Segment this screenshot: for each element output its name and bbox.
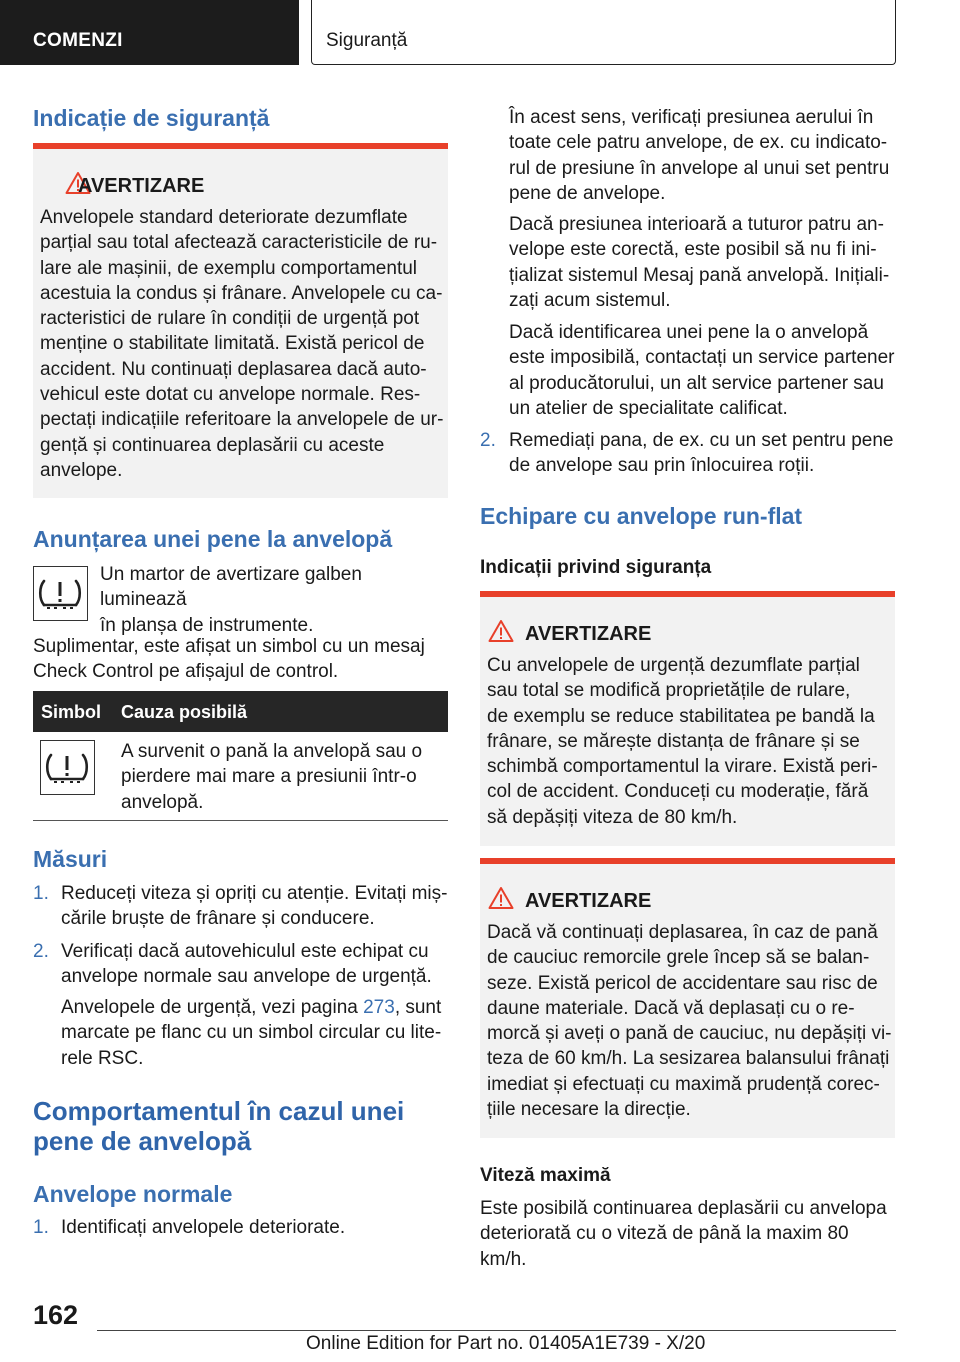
warning-title: AVERTIZARE xyxy=(525,623,652,645)
header-section-label: COMENZI xyxy=(33,30,123,51)
warning-text: Cu anvelopele de urgență dezumflate parțial sau total se modifică proprietățile de rulare, de exemplu se reduce stabilitatea pe bandă la frânare, se mărește distanța de frânare și se schimbă comportamentul la virare. Există peri- col de accident. Conduceți cu moderație, fără să depășiți viteza de 80 km/h. xyxy=(487,655,878,828)
warning-box-trailer xyxy=(480,858,895,1138)
header-section-tab[interactable] xyxy=(0,0,299,65)
footer-edition: Online Edition for Part no. 01405A1E739 - X/20 xyxy=(306,1333,706,1354)
heading-safety: Indicație de siguranță xyxy=(33,105,270,131)
page-number: 162 xyxy=(33,1300,79,1330)
warning-triangle-icon xyxy=(488,886,514,910)
paragraph-contact-service: Dacă identificarea unei pene la o anvelopă este imposibilă, contactați un service partener al producătorului, un alt service partener sau un atelier de specialitate calificat. xyxy=(509,322,895,419)
page-link[interactable]: 273 xyxy=(363,997,395,1018)
table-divider xyxy=(33,820,448,821)
warning-text: Dacă vă continuați deplasarea, în caz de pană de cauciuc remorcile grele încep să se balan- seze. Există pericol de accidentare sau risc de daune materiale. Dacă vă deplasați cu o re- morcă și aveți o pană de cauciuc, nu depășiți vi- teza de 60 km/h. La sesizarea balansului frânați imediat și efectuați cu maximă prudență corec- țiile necesare la direcție. xyxy=(487,922,892,1121)
table-cause-text: A survenit o pană la anvelopă sau o pierdere mai mare a presiunii într-o anvelopă. xyxy=(121,741,423,813)
emergency-tires-note: Anvelopele de urgență, vezi pagina 273, sunt marcate pe flanc cu un simbol circular cu lite- rele RSC. xyxy=(61,997,442,1069)
tire-pressure-warning-icon xyxy=(40,740,95,795)
paragraph-check-pressure: În acest sens, verificați presiunea aerului în toate cele patru anvelope, de ex. cu indicato- rul de presiune în anvelope al unui set pentru pene de anvelope. xyxy=(509,107,890,204)
heading-normal-tires: Anvelope normale xyxy=(33,1181,233,1207)
heading-max-speed: Viteză maximă xyxy=(480,1165,611,1186)
heading-runflat: Echipare cu anvelope run-flat xyxy=(480,503,803,529)
supplementary-text: Suplimentar, este afișat un simbol cu un mesaj Check Control pe afișajul de control. xyxy=(33,636,425,683)
warning-box-standard-tires xyxy=(33,143,448,498)
warning-title: AVERTIZARE xyxy=(525,890,652,912)
flat-notice-text: Un martor de avertizare galben luminează în planșa de instrumente. xyxy=(100,564,362,636)
warning-title: AVERTIZARE xyxy=(78,175,205,197)
heading-measures: Măsuri xyxy=(33,846,108,872)
header-chapter-label: Siguranță xyxy=(326,30,408,51)
symbol-table-header xyxy=(33,691,448,732)
max-speed-text: Este posibilă continuarea deplasării cu anvelopa deteriorată cu o viteză de până la maxim 80 km/h. xyxy=(480,1198,887,1270)
tire-pressure-warning-icon xyxy=(33,566,88,621)
col-cause: Cauza posibilă xyxy=(121,702,248,722)
header-chapter-tab[interactable] xyxy=(311,0,896,65)
paragraph-initialize: Dacă presiunea interioară a tuturor patru an- velope este corectă, este posibil să nu fi ini- țializat sistemul Mesaj pană anvelopă. Inițiali- zați acum sistemul. xyxy=(509,214,890,311)
warning-text: Anvelopele standard deteriorate dezumflate parțial sau total afectează caracteristicile de ru- lare ale mașinii, de exemplu comportamentul acestuia la condus și frânare. Anvelopele cu ca- racteristici de rulare în condiții de urgență pot menține o stabilitate limitată. Există pericol de accident. Nu continuați deplasarea dacă auto- vehicul este dotat cu anvelope normale. Res- pectați indicațiile referitoare la anvelopele de ur- gență și continuarea deplasării cu aceste anvelope. xyxy=(40,207,444,481)
footer-rule xyxy=(97,1330,896,1331)
heading-flat-behaviour: Comportamentul în cazul unei pene de anvelopă xyxy=(33,1096,405,1156)
heading-flat-tire-notice: Anunțarea unei pene la anvelopă xyxy=(33,526,393,552)
warning-box-runflat xyxy=(480,591,895,846)
warning-triangle-icon xyxy=(488,619,514,643)
col-symbol: Simbol xyxy=(41,702,102,722)
heading-safety-notes: Indicații privind siguranța xyxy=(480,557,712,578)
